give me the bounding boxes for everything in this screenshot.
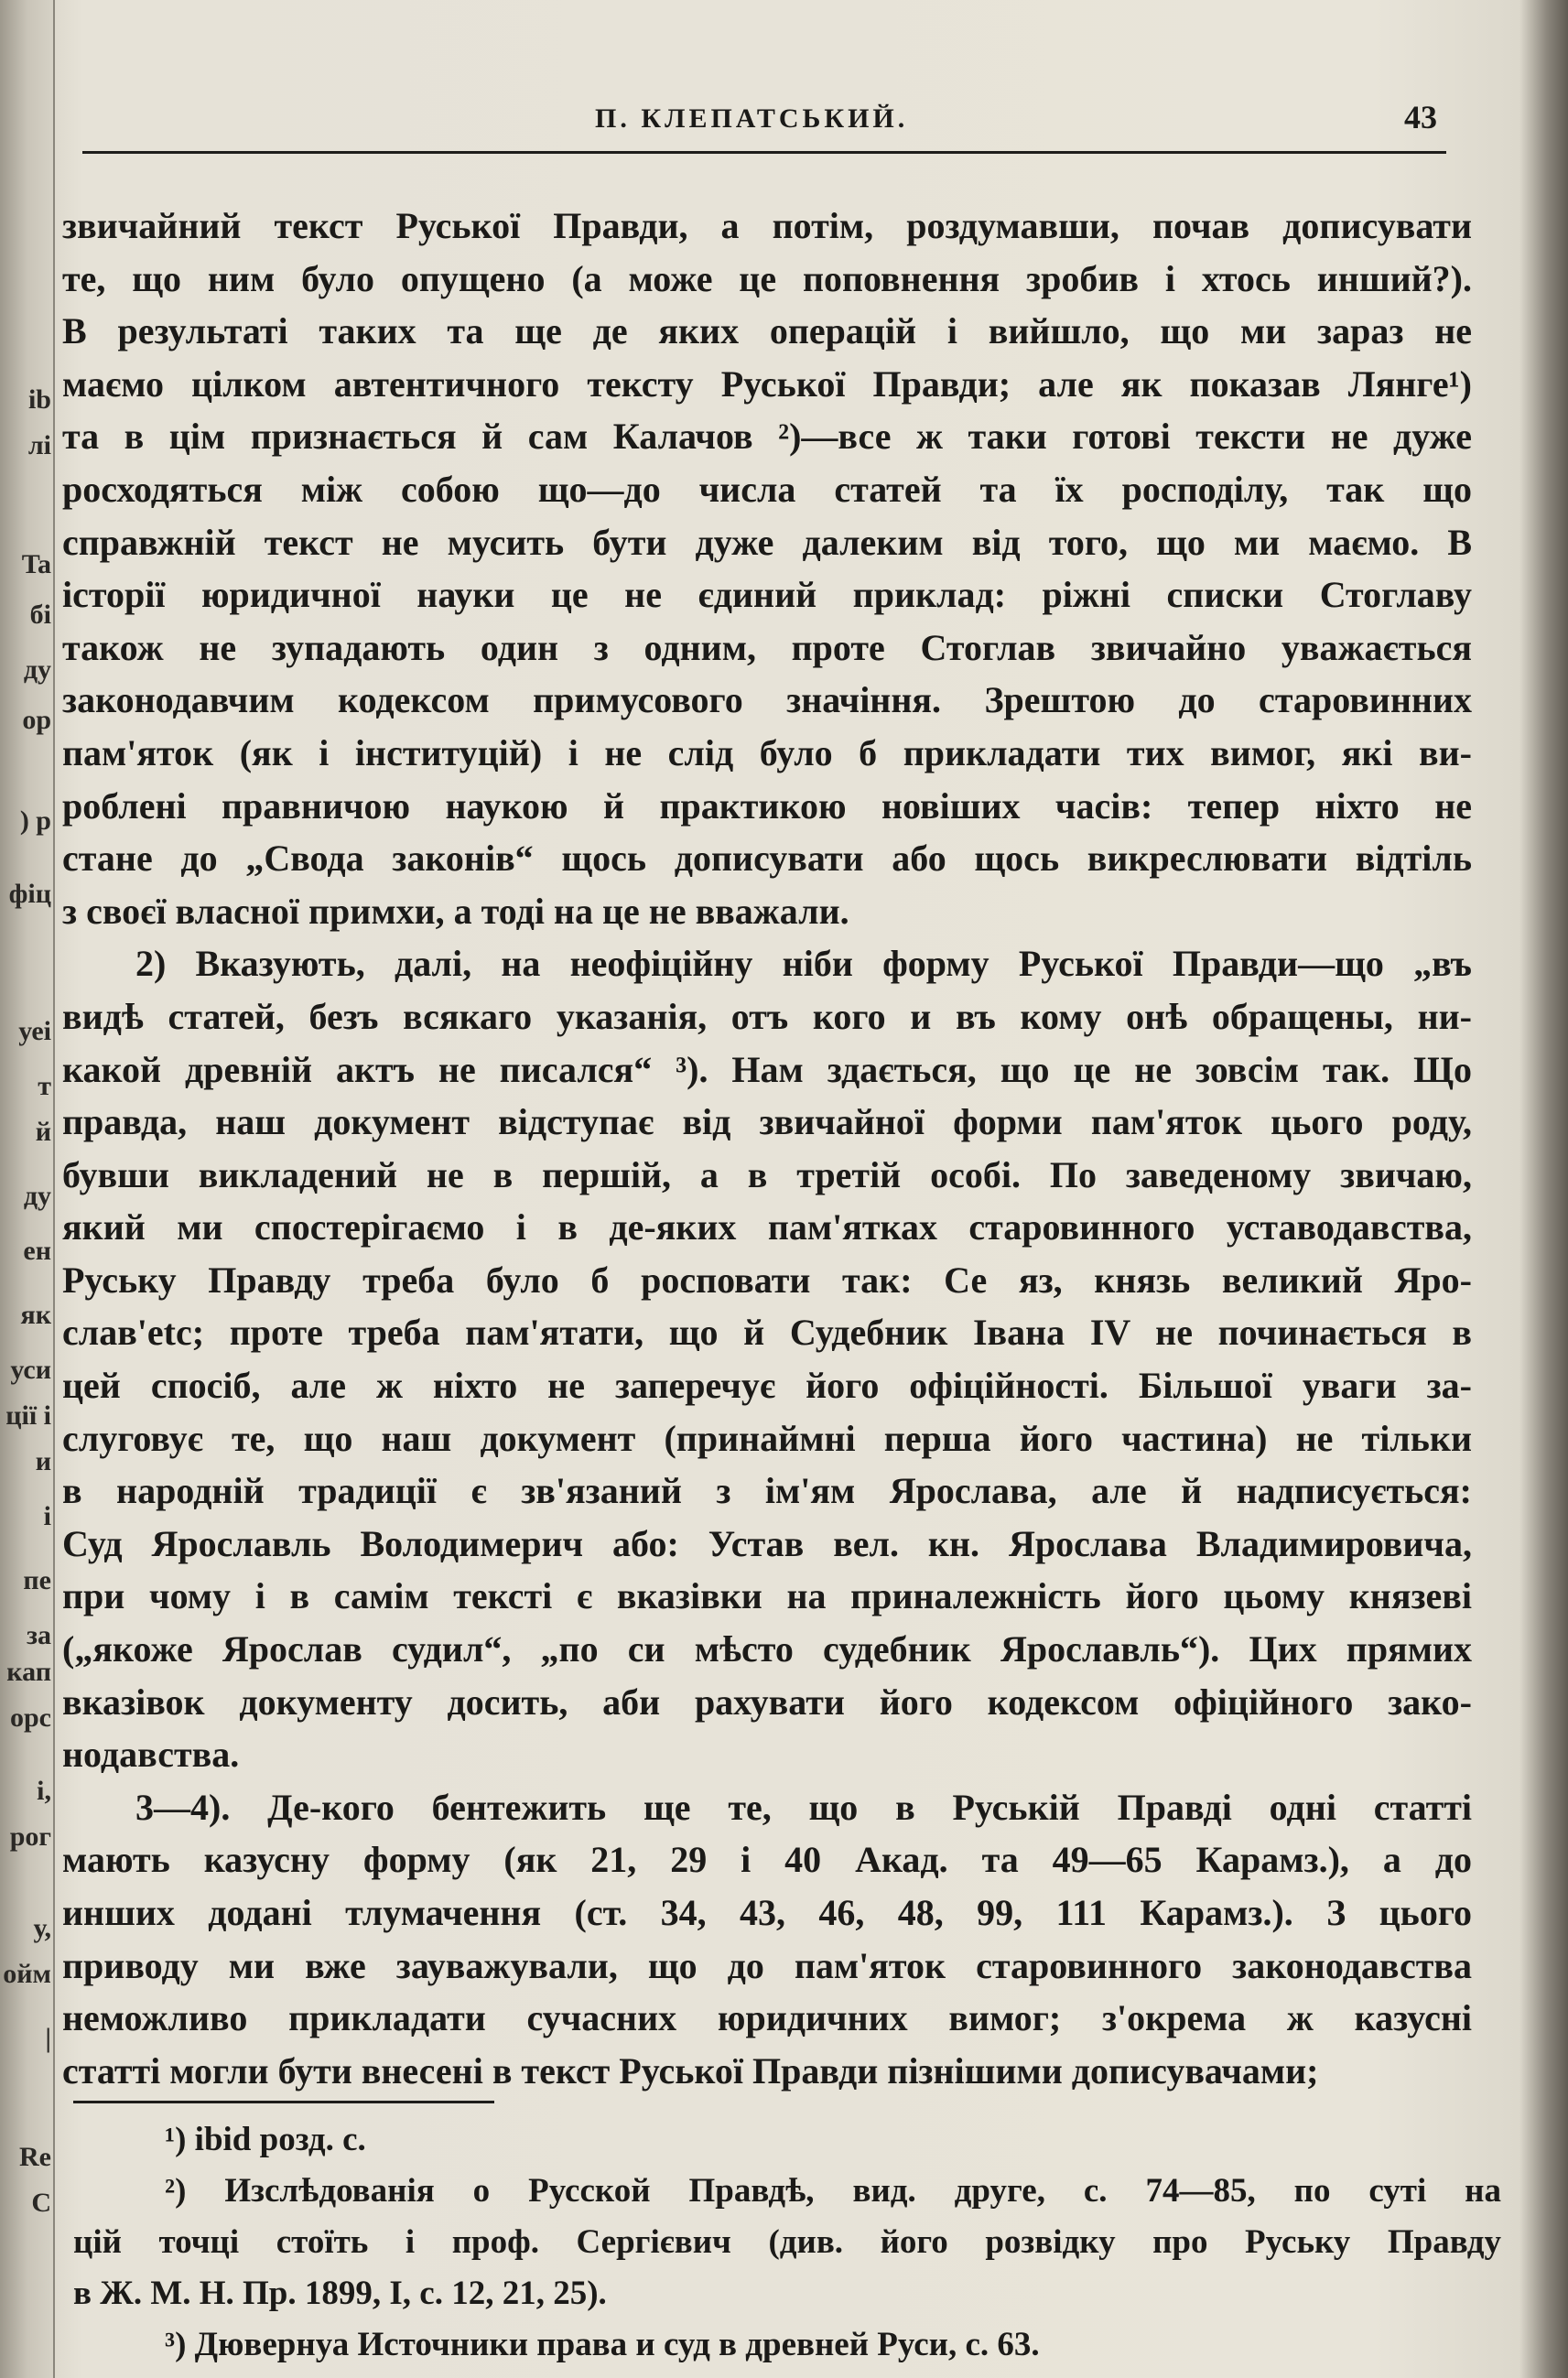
text-line: неможливо прикладати сучасних юридичних вимог; з'окрема ж казусні <box>62 1997 1472 2039</box>
gutter-fragment: і <box>43 1501 51 1531</box>
gutter-fragment: т <box>38 1071 51 1101</box>
gutter-fragment: лі <box>27 430 51 460</box>
gutter-fragment: ойм <box>3 1959 51 1989</box>
gutter-fragment: уси <box>10 1355 51 1385</box>
gutter-fragment: орс <box>10 1702 51 1733</box>
gutter-fragment: рог <box>9 1821 51 1852</box>
page-number: 43 <box>1404 99 1437 135</box>
gutter-fragment: фіц <box>8 879 51 909</box>
text-line: слуговує те, що наш документ (принаймні перша його частина) не тільки <box>62 1417 1472 1459</box>
text-line: в народній традиції є зв'язаний з ім'ям Ярослава, але й надписується: <box>62 1470 1472 1512</box>
text-line: правда, наш документ відступає від звичайної форми пам'яток цього роду, <box>62 1101 1472 1143</box>
footnote-divider <box>73 2101 494 2103</box>
text-line: бувши викладений не в першій, а в третій особі. По заведеному звичаю, <box>62 1153 1472 1195</box>
gutter-fragment: и <box>35 1446 51 1476</box>
footnotes <box>73 2114 1501 2371</box>
text-line: звичайний текст Руської Правди, а потім, роздумавши, почав дописувати <box>62 205 1472 246</box>
gutter-fragment: пе <box>23 1565 51 1595</box>
running-title: П. КЛЕПАТСЬКИЙ. <box>595 103 909 134</box>
gutter-fragment: й <box>35 1117 51 1147</box>
text-line: приводу ми вже зауважували, що до пам'яток старовинного законодавства <box>62 1944 1472 1986</box>
running-header <box>82 96 1446 154</box>
text-line: видѣ статей, безъ всякаго указанія, отъ кого и въ кому онѣ обращены, ни- <box>62 995 1472 1037</box>
text-line: при чому і в самім тексті є вказівки на приналежність його цьому князеві <box>62 1575 1472 1617</box>
footnote-line: цій точці стоїть і проф. Сергієвич (див. його розвідку про Руську Правду <box>73 2223 1501 2261</box>
previous-page-gutter <box>0 0 55 2378</box>
gutter-fragment: ду <box>23 1181 51 1211</box>
footnote-line: ³) Дювернуа Источники права и суд в древней Руси, с. 63. <box>165 2326 1040 2363</box>
text-line: В результаті таких та ще де яких операцій і вийшло, що ми зараз не <box>62 310 1472 352</box>
text-line: („якоже Ярослав судил“, „по си мѣсто судебник Ярославль“). Цих прямих <box>62 1628 1472 1670</box>
text-line: який ми спостерігаємо і в де-яких пам'ятках старовинного уставодавства, <box>62 1206 1472 1248</box>
main-text <box>62 200 1472 2097</box>
text-line: мають казусну форму (як 21, 29 і 40 Акад. та 49—65 Карамз.), а до <box>62 1839 1472 1881</box>
gutter-fragment: ції і <box>5 1400 51 1431</box>
gutter-fragment: C <box>31 2188 51 2218</box>
footnote-line: в Ж. М. Н. Пр. 1899, I, с. 12, 21, 25). <box>73 2275 607 2312</box>
gutter-fragment: ) р <box>19 805 51 836</box>
gutter-fragment: кап <box>6 1657 51 1687</box>
text-line: пам'яток (як і інституцій) і не слід було б прикладати тих вимог, які ви- <box>62 731 1472 773</box>
gutter-fragment: ен <box>23 1236 51 1266</box>
text-line: какой древній актъ не писался“ ³). Нам здається, що це не зовсім так. Що <box>62 1048 1472 1090</box>
text-line: нодавства. <box>62 1734 240 1776</box>
text-line: та в цім признається й сам Калачов ²)—все ж таки готові тексти не дуже <box>62 416 1472 458</box>
text-line: з своєї власної примхи, а тоді на це не вважали. <box>62 890 849 932</box>
text-line: цей спосіб, але ж ніхто не заперечує його офіційності. Більшої уваги за- <box>62 1365 1472 1407</box>
text-line: вказівок документу досить, аби рахувати його кодексом офіційного зако- <box>62 1681 1472 1723</box>
gutter-fragment: у, <box>33 1913 51 1943</box>
gutter-fragment: Ta <box>21 549 51 579</box>
text-line: те, що ним було опущено (а може це поповнення зробив і хтось инший?). <box>62 257 1472 299</box>
gutter-fragment: за <box>26 1620 51 1650</box>
gutter-fragment: уеі <box>18 1016 51 1046</box>
text-line: статті могли бути внесені в текст Руської Правди пізнішими дописувачами; <box>62 2049 1319 2092</box>
text-line: 2) Вказують, далі, на неофіційну ніби форму Руської Правди—що „въ <box>135 943 1472 985</box>
text-line: Руську Правду треба було б росповати так: Се яз, князь великий Яро- <box>62 1259 1472 1301</box>
gutter-fragment: Re <box>19 2142 51 2172</box>
gutter-fragment: і, <box>37 1776 51 1806</box>
gutter-fragment: ду <box>23 654 51 685</box>
gutter-fragment: як <box>20 1300 51 1330</box>
text-line: 3—4). Де-кого бентежить ще те, що в Руській Правді одні статті <box>135 1786 1472 1828</box>
text-line: законодавчим кодексом примусового значіння. Зрештою до старовинних <box>62 679 1472 721</box>
text-line: слав'etc; проте треба пам'ятати, що й Судебник Івана IV не починається в <box>62 1312 1472 1354</box>
gutter-fragment: бі <box>29 600 51 630</box>
text-line: Суд Ярославль Володимерич або: Устав вел. кн. Ярослава Владимировича, <box>62 1522 1472 1564</box>
footnote-line: ²) Изслѣдованія о Русской Правдѣ, вид. друге, с. 74—85, по суті на <box>165 2172 1501 2210</box>
footnote-line: ¹) ibid розд. с. <box>165 2121 366 2158</box>
text-line: також не зупадають один з одним, проте Стоглав звичайно уважається <box>62 626 1472 668</box>
text-line: росходяться між собою що—до числа статей та їх росподілу, так що <box>62 468 1472 510</box>
gutter-fragment: іb <box>27 384 51 415</box>
gutter-fragment: ор <box>22 705 51 735</box>
text-line: инших додані тлумачення (ст. 34, 43, 46, 48, 99, 111 Карамз.). З цього <box>62 1892 1472 1933</box>
text-line: історії юридичної науки це не єдиний приклад: ріжні списки Стоглаву <box>62 574 1472 616</box>
gutter-fragment: | <box>45 2023 51 2053</box>
text-line: справжній текст не мусить бути дуже далеким від того, що ми маємо. В <box>62 521 1472 563</box>
text-line: роблені правничою наукою й практикою новіших часів: тепер ніхто не <box>62 784 1472 827</box>
text-line: стане до „Свода законів“ щось дописувати або щось викреслювати відтіль <box>62 838 1472 880</box>
text-line: маємо цілком автентичного тексту Руської Правди; але як показав Лянге¹) <box>62 362 1472 405</box>
